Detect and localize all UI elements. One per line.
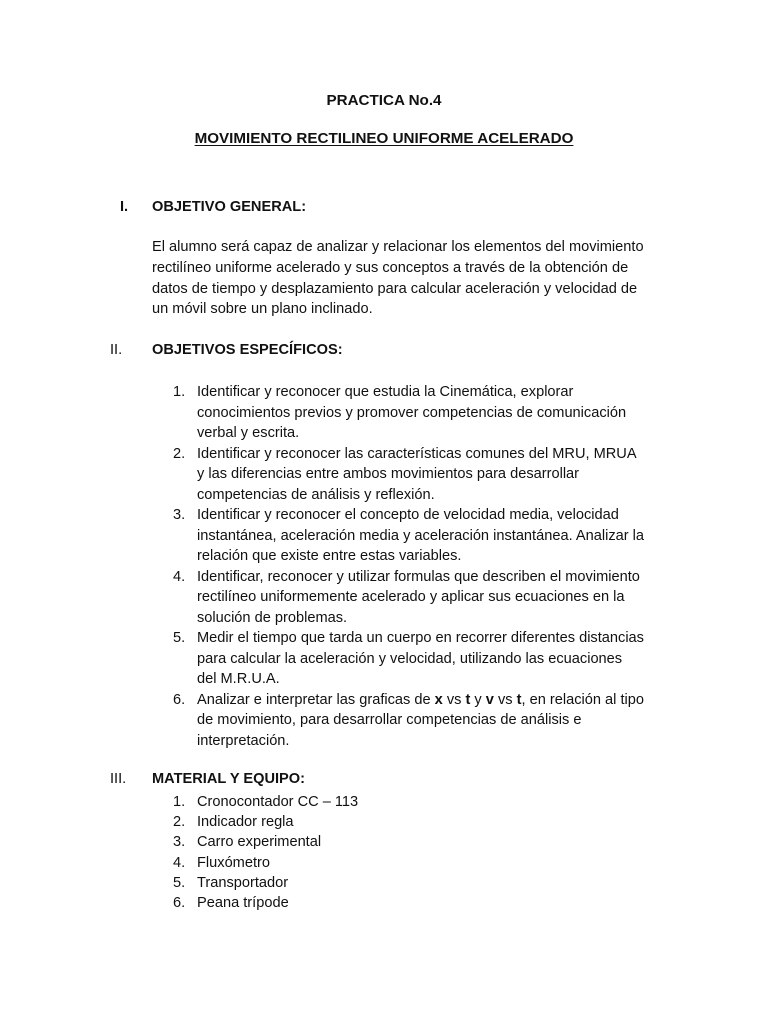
item-number: 3. xyxy=(173,834,186,851)
item-text: Cronocontador CC – 113 xyxy=(197,794,359,810)
list-item xyxy=(152,444,652,506)
item-text: , en relación al tipo xyxy=(521,691,644,708)
item-line: competencias de análisis y reflexión. xyxy=(197,486,435,503)
item-line: Identificar, reconocer y utilizar formulas que describen el movimiento xyxy=(197,568,640,585)
item-number: 6. xyxy=(173,691,186,708)
item-line: Identificar y reconocer que estudia la Cinemática, explorar xyxy=(197,384,574,400)
list-item xyxy=(152,567,652,629)
item-text: Analizar e interpretar las graficas de xyxy=(197,691,435,708)
item-text: Transportador xyxy=(197,874,289,891)
item-line: del M.R.U.A. xyxy=(197,671,280,687)
item-number: 2. xyxy=(173,814,186,831)
item-line: Identificar y reconocer el concepto de velocidad media, velocidad xyxy=(197,507,619,523)
variable-t: t xyxy=(465,691,471,708)
item-text: Fluxómetro xyxy=(197,854,270,871)
variable-t: t xyxy=(516,691,522,708)
section-number-1: I. xyxy=(120,199,129,215)
item-text: y xyxy=(470,691,486,708)
list-item xyxy=(152,690,652,752)
item-number: 3. xyxy=(173,507,186,523)
item-line: Identificar y reconocer las características comunes del MRU, MRUA xyxy=(197,445,637,462)
topic-title: MOVIMIENTO RECTILINEO UNIFORME ACELERADO xyxy=(194,130,574,147)
paragraph-line: rectilíneo uniforme acelerado y sus conceptos a través de la obtención de xyxy=(152,259,629,276)
section-heading-general: OBJETIVO GENERAL: xyxy=(152,199,307,215)
item-text: Indicador regla xyxy=(197,814,294,831)
item-line xyxy=(197,690,652,711)
item-number: 4. xyxy=(173,568,186,585)
item-number: 5. xyxy=(173,874,186,891)
list-item xyxy=(152,792,652,812)
list-item xyxy=(152,382,652,444)
paragraph-line: El alumno será capaz de analizar y relacionar los elementos del movimiento xyxy=(152,239,644,255)
item-line: conocimientos previos y promover competencias de comunicación xyxy=(197,404,627,421)
item-number: 2. xyxy=(173,445,186,462)
section-heading-specific: OBJETIVOS ESPECÍFICOS: xyxy=(152,342,343,358)
section-heading-material: MATERIAL Y EQUIPO: xyxy=(152,771,305,787)
specific-objectives-list xyxy=(152,382,652,751)
item-number: 1. xyxy=(173,384,186,400)
list-item xyxy=(152,505,652,567)
variable-x: x xyxy=(434,691,443,708)
item-number: 4. xyxy=(173,854,186,871)
item-text: vs xyxy=(442,691,466,708)
material-list xyxy=(152,792,652,913)
list-item xyxy=(152,853,652,873)
item-text: vs xyxy=(493,691,517,708)
item-line: rectilíneo uniformemente acelerado y aplicar sus ecuaciones en la xyxy=(197,589,625,605)
item-line: Medir el tiempo que tarda un cuerpo en recorrer diferentes distancias xyxy=(197,630,644,646)
paragraph-line: un móvil sobre un plano inclinado. xyxy=(152,301,373,318)
general-objective-paragraph xyxy=(152,237,662,320)
item-line: y las diferencias entre ambos movimientos para desarrollar xyxy=(197,466,580,482)
list-item xyxy=(152,832,652,852)
item-line: relación que existe entre estas variables. xyxy=(197,548,462,564)
section-number-3: III. xyxy=(110,771,127,787)
item-number: 6. xyxy=(173,895,186,912)
item-line: instantánea, aceleración media y aceleración instantánea. Analizar la xyxy=(197,527,645,544)
item-line: interpretación. xyxy=(197,732,290,749)
list-item xyxy=(152,628,652,690)
item-text: Carro experimental xyxy=(197,834,322,851)
item-number: 1. xyxy=(173,794,186,810)
item-line: para calcular la aceleración y velocidad, utilizando las ecuaciones xyxy=(197,650,623,667)
variable-v: v xyxy=(485,691,494,708)
list-item xyxy=(152,812,652,832)
practice-title: PRACTICA No.4 xyxy=(326,92,442,109)
item-line: de movimiento, para desarrollar competencias de análisis e xyxy=(197,712,582,728)
item-line: verbal y escrita. xyxy=(197,425,300,441)
item-line: solución de problemas. xyxy=(197,609,348,626)
list-item xyxy=(152,873,652,893)
section-number-2: II. xyxy=(110,342,123,358)
item-number: 5. xyxy=(173,630,186,646)
list-item xyxy=(152,893,652,913)
paragraph-line: datos de tiempo y desplazamiento para calcular aceleración y velocidad de xyxy=(152,280,638,297)
item-text: Peana trípode xyxy=(197,895,289,912)
